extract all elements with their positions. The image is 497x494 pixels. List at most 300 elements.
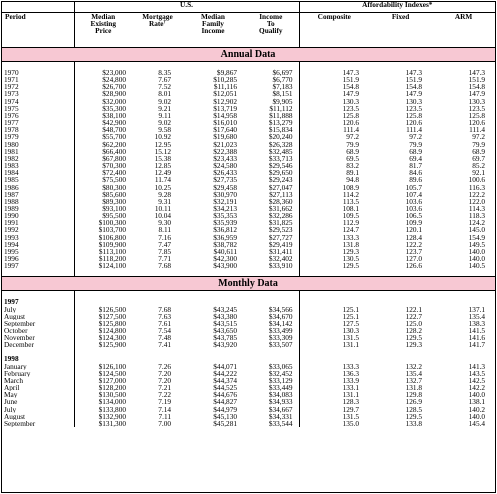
arm-cell: 142.2 (468, 384, 486, 392)
median-income-cell: $44,676 (213, 391, 237, 399)
composite-cell: 83.2 (299, 162, 369, 169)
fixed-cell: 128.4 (405, 233, 423, 241)
median-price-cell: $127,500 (74, 313, 132, 320)
median-income-cell: $38,782 (213, 240, 237, 248)
annual-row (1, 191, 495, 198)
annual-row (1, 262, 495, 269)
arm-cell: 141.3 (468, 362, 486, 370)
median-price-cell: $131,300 (74, 420, 132, 427)
median-price-cell: $35,300 (74, 105, 132, 112)
fixed-cell: 127.0 (405, 255, 423, 263)
mortgage-rate-cell: 7.00 (158, 419, 171, 428)
monthly-row (1, 370, 495, 377)
median-income-cell: $29,458 (213, 183, 237, 191)
income-to-qualify-cell: $32,286 (268, 212, 293, 220)
median-price-cell: $38,100 (74, 112, 132, 119)
fixed-cell: 123.7 (405, 247, 423, 256)
median-income-cell: $44,827 (213, 398, 237, 406)
annual-row (1, 162, 495, 169)
fixed-cell: 129.8 (405, 391, 423, 399)
median-income-cell: $42,300 (213, 255, 237, 263)
median-income-cell: $45,281 (213, 419, 237, 428)
median-price-cell: $42,900 (74, 119, 132, 126)
arm-cell: 100.6 (468, 176, 486, 184)
arm-cell: 122.0 (468, 197, 486, 205)
arm-cell: 79.9 (472, 140, 486, 148)
mortgage-rate-cell: 7.11 (158, 412, 171, 420)
arm-cell: 140.0 (468, 255, 486, 263)
fixed-cell: 120.1 (405, 226, 423, 234)
arm-cell: 140.0 (468, 391, 486, 399)
arm-cell: 122.2 (468, 190, 486, 198)
period-cell: 1988 (4, 197, 19, 205)
income-to-qualify-cell: $28,360 (268, 197, 293, 205)
mortgage-rate-cell: 7.67 (158, 76, 171, 84)
annual-row (1, 126, 495, 133)
income-to-qualify-cell: $31,662 (268, 204, 293, 213)
median-income-cell: $34,213 (213, 204, 237, 213)
arm-cell: 85.2 (472, 162, 486, 170)
arm-cell: 149.5 (468, 240, 486, 248)
annual-row (1, 105, 495, 112)
arm-header: ARM (454, 12, 473, 21)
composite-cell: 124.7 (299, 226, 369, 233)
income-to-qualify-cell: $33,449 (268, 384, 293, 392)
income-to-qualify-cell: $34,142 (268, 319, 293, 327)
composite-cell: 135.0 (299, 420, 369, 427)
footnote-mark: † (163, 20, 167, 26)
mortgage-rate-cell: 7.26 (158, 362, 171, 370)
composite-cell: 129.7 (299, 406, 369, 413)
period-cell: 1971 (4, 76, 19, 84)
fixed-cell: 111.4 (406, 126, 423, 134)
income-to-qualify-cell: $29,243 (268, 176, 293, 184)
median-price-cell: $55,700 (74, 133, 132, 140)
median-income-cell: $36,959 (213, 233, 237, 241)
annual-row (1, 76, 495, 83)
fixed-cell: 128.5 (405, 405, 423, 413)
fixed-header: Fixed (391, 12, 410, 21)
composite-cell: 130.5 (299, 255, 369, 262)
arm-cell: 137.1 (468, 305, 486, 313)
mortgage-rate-cell: 7.22 (158, 391, 171, 399)
fixed-cell: 126.6 (405, 262, 423, 270)
period-cell: April (4, 384, 20, 392)
median-price-cell: $26,700 (74, 83, 132, 90)
annual-row (1, 184, 495, 191)
mortgage-rate-cell: 7.71 (158, 255, 171, 263)
fixed-cell: 97.2 (409, 133, 423, 141)
median-income-cell: $14,958 (213, 111, 237, 120)
annual-row (1, 176, 495, 183)
median-price-cell: $125,800 (74, 320, 132, 327)
median-price-cell: $133,800 (74, 406, 132, 413)
period-cell: May (4, 391, 18, 399)
arm-cell: 147.3 (468, 69, 486, 77)
median-price-cell: $48,700 (74, 126, 132, 133)
monthly-data-section-title: Monthly Data (1, 277, 495, 291)
annual-row (1, 133, 495, 140)
mortgage-rate-cell: 10.92 (154, 133, 171, 141)
mortgage-rate-cell: 9.58 (158, 126, 171, 134)
income-to-qualify-cell: $33,129 (268, 376, 293, 385)
median-income-header: Median Family Income (201, 12, 225, 36)
median-price-cell: $100,300 (74, 219, 132, 226)
period-cell: September (4, 319, 36, 327)
median-price-cell: $130,500 (74, 391, 132, 398)
median-income-cell: $43,380 (213, 312, 237, 320)
arm-cell: 138.3 (468, 319, 486, 327)
arm-cell: 140.2 (468, 405, 486, 413)
median-income-cell: $26,433 (213, 169, 237, 177)
arm-cell: 145.4 (468, 419, 486, 428)
income-to-qualify-cell: $20,240 (268, 133, 293, 141)
period-cell: 1993 (4, 233, 19, 241)
annual-row (1, 69, 495, 76)
median-price-cell: $80,300 (74, 184, 132, 191)
arm-cell: 130.3 (468, 97, 486, 105)
fixed-cell: 129.3 (405, 341, 423, 349)
income-to-qualify-cell: $15,834 (268, 126, 293, 134)
mortgage-rate-cell: 7.68 (158, 262, 171, 270)
composite-cell: 136.3 (299, 370, 369, 377)
annual-row (1, 205, 495, 212)
annual-row (1, 234, 495, 241)
income-to-qualify-cell: $27,113 (269, 190, 293, 198)
composite-cell: 114.2 (299, 191, 369, 198)
fixed-cell: 147.3 (405, 69, 423, 77)
annual-row (1, 90, 495, 97)
composite-cell: 133.3 (299, 363, 369, 370)
arm-cell: 151.9 (468, 76, 486, 84)
monthly-row (1, 391, 495, 398)
income-to-qualify-cell: $11,112 (269, 104, 293, 112)
mortgage-rate-cell: 15.38 (154, 154, 171, 163)
mortgage-rate-cell: 9.21 (158, 104, 171, 112)
mortgage-rate-cell: 7.63 (158, 312, 171, 320)
composite-cell: 125.1 (299, 313, 369, 320)
period-cell: 1978 (4, 126, 19, 134)
annual-row (1, 155, 495, 162)
arm-cell: 114.3 (468, 204, 486, 213)
composite-cell: 69.5 (299, 155, 369, 162)
median-price-cell: $28,900 (74, 90, 132, 97)
arm-cell: 111.4 (469, 126, 486, 134)
median-price-cell: $62,200 (74, 141, 132, 148)
annual-row (1, 169, 495, 176)
period-cell: November (4, 334, 35, 342)
mortgage-rate-cell: 7.85 (158, 247, 171, 256)
arm-cell: 125.8 (468, 111, 486, 120)
annual-row (1, 83, 495, 90)
median-price-cell: $124,100 (74, 262, 132, 269)
fixed-cell: 122.7 (405, 312, 423, 320)
arm-cell: 140.0 (468, 247, 486, 256)
median-price-cell: $126,100 (74, 363, 132, 370)
income-to-qualify-cell: $29,419 (268, 240, 293, 248)
monthly-row (1, 306, 495, 313)
composite-cell: 147.9 (299, 90, 369, 97)
monthly-row (1, 313, 495, 320)
median-income-cell: $43,515 (213, 319, 237, 327)
annual-row (1, 98, 495, 105)
fixed-cell: 133.8 (405, 419, 423, 428)
period-cell: September (4, 419, 36, 428)
mortgage-rate-cell: 7.61 (158, 319, 171, 327)
median-price-cell: $128,200 (74, 384, 132, 391)
arm-cell: 69.7 (472, 154, 486, 163)
income-to-qualify-cell: $34,667 (268, 405, 293, 413)
annual-row (1, 198, 495, 205)
monthly-row (1, 413, 495, 420)
composite-cell: 133.1 (299, 384, 369, 391)
period-cell: 1979 (4, 133, 19, 141)
income-to-qualify-cell: $33,507 (268, 341, 293, 349)
period-cell: 1984 (4, 169, 19, 177)
composite-cell: 111.4 (299, 126, 369, 133)
arm-cell: 123.5 (468, 104, 486, 112)
fixed-cell: 123.5 (405, 104, 423, 112)
fixed-cell: 122.1 (405, 305, 423, 313)
monthly-row (1, 420, 495, 427)
monthly-row (1, 398, 495, 405)
mortgage-rate-cell: 9.11 (158, 111, 171, 120)
income-to-qualify-cell: $27,727 (268, 233, 293, 241)
arm-cell: 140.5 (468, 262, 486, 270)
composite-cell: 68.9 (299, 148, 369, 155)
period-header: Period (5, 12, 26, 21)
arm-cell: 120.6 (468, 119, 486, 127)
income-to-qualify-cell: $7,183 (272, 83, 293, 91)
annual-row (1, 141, 495, 148)
composite-cell: 127.5 (299, 320, 369, 327)
income-to-qualify-cell: $32,402 (268, 255, 293, 263)
composite-cell: 129.5 (299, 262, 369, 269)
composite-cell: 94.8 (299, 176, 369, 183)
income-to-qualify-cell: $11,888 (269, 111, 293, 120)
median-price-cell: $132,900 (74, 413, 132, 420)
income-to-qualify-cell: $13,279 (268, 119, 293, 127)
composite-cell: 79.9 (299, 141, 369, 148)
period-cell: March (4, 376, 24, 385)
median-price-cell: $66,400 (74, 148, 132, 155)
median-price-cell: $126,500 (74, 306, 132, 313)
fixed-cell: 81.7 (409, 162, 423, 170)
composite-cell: 151.9 (299, 76, 369, 83)
period-cell: February (4, 369, 31, 377)
mortgage-rate-cell: 11.74 (154, 176, 171, 184)
income-to-qualify-cell: $8,151 (272, 90, 293, 98)
period-cell: 1972 (4, 83, 19, 91)
arm-cell: 154.8 (468, 83, 486, 91)
monthly-row (1, 363, 495, 370)
annual-row (1, 119, 495, 126)
income-to-qualify-cell: $32,452 (268, 369, 293, 377)
fixed-cell: 126.9 (405, 398, 423, 406)
composite-cell: 108.1 (299, 205, 369, 212)
median-price-cell: $93,100 (74, 205, 132, 212)
period-cell: 1976 (4, 111, 19, 120)
period-cell: August (4, 412, 26, 420)
mortgage-rate-cell: 7.19 (158, 398, 171, 406)
mortgage-rate-cell: 7.52 (158, 83, 171, 91)
monthly-row (1, 384, 495, 391)
mortgage-rate-cell: 12.95 (154, 140, 171, 148)
median-price-cell: $134,000 (74, 398, 132, 405)
median-price-cell: $70,300 (74, 162, 132, 169)
fixed-cell: 89.6 (409, 176, 423, 184)
fixed-cell: 105.7 (405, 183, 423, 191)
median-price-cell: $95,500 (74, 212, 132, 219)
composite-cell: 120.6 (299, 119, 369, 126)
arm-cell: 138.1 (468, 398, 486, 406)
period-cell: 1987 (4, 190, 19, 198)
period-cell: 1990 (4, 212, 19, 220)
composite-cell: 130.3 (299, 98, 369, 105)
period-cell: 1970 (4, 69, 19, 77)
arm-cell: 124.2 (468, 219, 486, 227)
composite-cell: 133.3 (299, 234, 369, 241)
mortgage-rate-cell: 7.68 (158, 305, 171, 313)
composite-cell: 131.8 (299, 241, 369, 248)
median-income-cell: $36,812 (213, 226, 237, 234)
median-price-cell: $109,900 (74, 241, 132, 248)
income-to-qualify-cell: $34,566 (268, 305, 293, 313)
mortgage-rate-cell: 10.25 (154, 183, 171, 191)
median-income-cell: $43,900 (213, 262, 237, 270)
annual-row (1, 148, 495, 155)
period-cell: 1991 (4, 219, 19, 227)
composite-cell: 125.8 (299, 112, 369, 119)
median-price-header: Median Existing Price (74, 13, 132, 48)
arm-cell: 154.9 (468, 233, 486, 241)
period-cell: 1986 (4, 183, 19, 191)
income-to-qualify-cell: $6,770 (272, 76, 293, 84)
income-to-qualify-cell: $34,083 (268, 391, 293, 399)
median-income-cell: $32,191 (213, 197, 237, 205)
period-cell: 1982 (4, 154, 19, 163)
median-price-cell: $113,100 (74, 248, 132, 255)
income-to-qualify-cell: $33,910 (268, 262, 293, 270)
composite-cell: 108.9 (299, 184, 369, 191)
median-income-cell: $10,285 (213, 76, 237, 84)
year-label: 1998 (4, 355, 19, 363)
fixed-cell: 129.5 (405, 334, 423, 342)
median-income-cell: $22,388 (213, 147, 237, 155)
mortgage-rate-cell: 7.41 (158, 341, 171, 349)
arm-cell: 116.3 (468, 183, 486, 191)
mortgage-rate-header: Mortgage Rate† (142, 12, 173, 29)
mortgage-rate-cell: 12.49 (154, 169, 171, 177)
composite-cell: 130.3 (299, 327, 369, 334)
mortgage-rate-cell: 8.35 (158, 69, 171, 77)
median-price-cell: $75,500 (74, 176, 132, 183)
fixed-cell: 103.6 (405, 204, 423, 213)
composite-cell: 131.5 (299, 413, 369, 420)
median-income-cell: $44,222 (213, 369, 237, 377)
mortgage-rate-cell: 7.20 (158, 376, 171, 385)
mortgage-rate-cell: 9.02 (158, 119, 171, 127)
mortgage-rate-cell: 10.11 (154, 204, 171, 213)
period-cell: December (4, 341, 34, 349)
income-to-qualify-header: Income To Qualify (259, 12, 283, 36)
mortgage-rate-cell: 7.47 (158, 240, 171, 248)
income-to-qualify-cell: $29,650 (268, 169, 293, 177)
median-income-cell: $23,433 (213, 154, 237, 163)
median-income-cell: $43,785 (213, 334, 237, 342)
annual-row (1, 219, 495, 226)
mortgage-rate-cell: 7.21 (158, 384, 171, 392)
income-to-qualify-cell: $33,713 (268, 154, 293, 163)
fixed-cell: 131.8 (405, 384, 423, 392)
fixed-cell: 132.7 (405, 376, 423, 385)
mortgage-rate-cell: 12.85 (154, 162, 171, 170)
composite-cell: 109.5 (299, 212, 369, 219)
income-to-qualify-cell: $33,309 (268, 334, 293, 342)
period-cell: 1989 (4, 204, 19, 213)
year-label: 1997 (4, 298, 19, 306)
composite-cell: 133.9 (299, 377, 369, 384)
median-price-cell: $85,600 (74, 191, 132, 198)
composite-cell: 113.5 (299, 198, 369, 205)
composite-cell: 97.2 (299, 133, 369, 140)
median-price-cell: $124,500 (74, 370, 132, 377)
arm-cell: 145.0 (468, 226, 486, 234)
median-price-cell: $103,700 (74, 226, 132, 233)
arm-cell: 142.5 (468, 376, 486, 385)
monthly-row (1, 406, 495, 413)
median-income-cell: $35,939 (213, 219, 237, 227)
composite-cell: 131.1 (299, 341, 369, 348)
arm-cell: 143.5 (468, 369, 486, 377)
mortgage-rate-cell: 8.11 (158, 226, 171, 234)
period-cell: 1985 (4, 176, 19, 184)
median-price-cell: $24,800 (74, 76, 132, 83)
period-cell: 1995 (4, 247, 19, 256)
median-income-cell: $12,051 (213, 90, 237, 98)
period-cell: 1973 (4, 90, 19, 98)
mortgage-rate-cell: 9.28 (158, 190, 171, 198)
income-to-qualify-cell: $9,905 (272, 97, 293, 105)
mortgage-rate-cell: 10.04 (154, 212, 171, 220)
period-cell: 1975 (4, 104, 19, 112)
median-price-cell: $118,200 (74, 255, 132, 262)
fixed-cell: 120.6 (405, 119, 423, 127)
composite-cell: 123.5 (299, 105, 369, 112)
median-income-cell: $12,902 (213, 97, 237, 105)
mortgage-rate-cell: 7.54 (158, 327, 171, 335)
arm-cell: 68.9 (472, 147, 486, 155)
median-income-cell: $43,920 (213, 341, 237, 349)
arm-cell: 97.2 (472, 133, 486, 141)
arm-cell: 92.1 (472, 169, 486, 177)
period-cell: 1980 (4, 140, 19, 148)
fixed-cell: 151.9 (405, 76, 423, 84)
composite-header: Composite (299, 13, 369, 48)
period-cell: 1997 (4, 262, 19, 270)
fixed-cell: 106.5 (405, 212, 423, 220)
fixed-cell: 107.4 (405, 190, 423, 198)
median-income-cell: $40,611 (213, 247, 237, 256)
mortgage-rate-cell: 7.14 (158, 405, 171, 413)
period-cell: 1994 (4, 240, 19, 248)
arm-cell: 147.9 (468, 90, 486, 98)
period-cell: June (4, 398, 18, 406)
income-to-qualify-cell: $32,485 (268, 147, 293, 155)
table-body (1, 48, 495, 428)
arm-cell: 140.0 (468, 412, 486, 420)
median-price-cell: $72,400 (74, 169, 132, 176)
